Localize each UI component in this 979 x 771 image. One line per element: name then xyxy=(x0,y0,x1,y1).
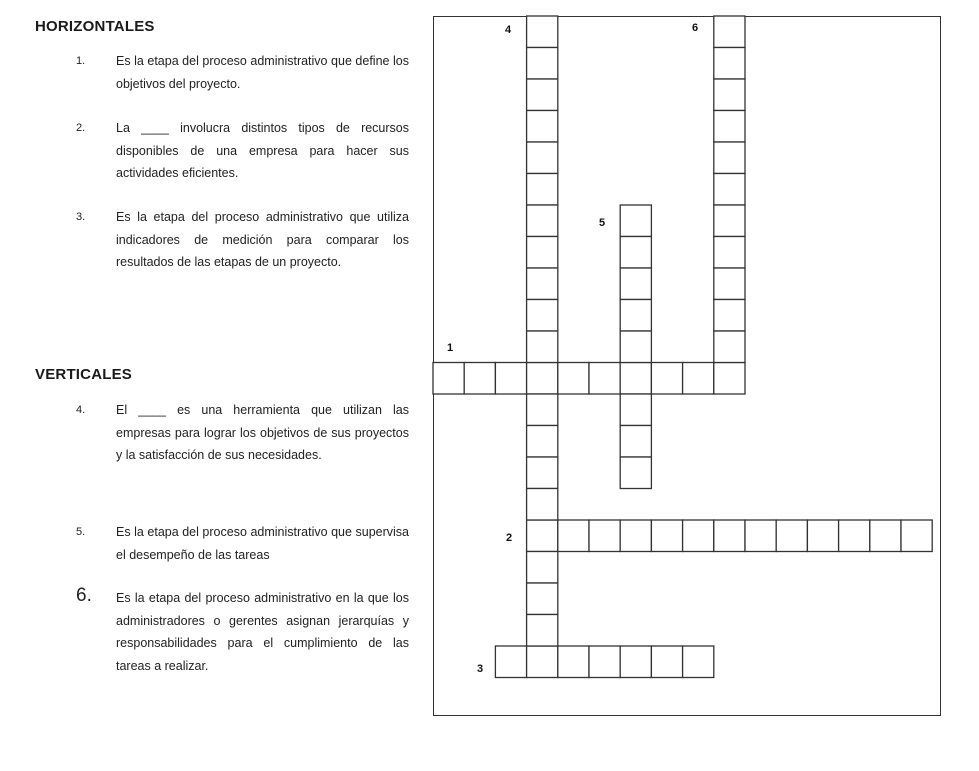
crossword-cell[interactable] xyxy=(527,331,558,363)
crossword-cell[interactable] xyxy=(527,615,558,647)
crossword-cell[interactable] xyxy=(683,520,714,552)
verticales-heading: VERTICALES xyxy=(35,366,133,383)
crossword-cell[interactable] xyxy=(527,268,558,300)
word-number-4: 4 xyxy=(505,24,512,36)
clue-vertical-5 xyxy=(76,521,409,566)
crossword-cell[interactable] xyxy=(589,520,620,552)
clue-number: 6. xyxy=(76,585,92,606)
crossword-cell[interactable] xyxy=(589,363,620,395)
crossword-cell[interactable] xyxy=(714,142,745,174)
crossword-cell[interactable] xyxy=(870,520,901,552)
crossword-cell[interactable] xyxy=(558,646,589,678)
crossword-cell[interactable] xyxy=(620,457,651,489)
crossword-cell[interactable] xyxy=(651,520,682,552)
crossword-cell[interactable] xyxy=(683,646,714,678)
crossword-cell[interactable] xyxy=(527,300,558,332)
crossword-cell[interactable] xyxy=(683,363,714,395)
crossword-cell[interactable] xyxy=(620,363,651,395)
crossword-cell[interactable] xyxy=(527,237,558,269)
crossword-cell[interactable] xyxy=(495,363,526,395)
crossword-cell[interactable] xyxy=(651,646,682,678)
crossword-cell[interactable] xyxy=(620,520,651,552)
crossword-cell[interactable] xyxy=(620,646,651,678)
clue-number: 4. xyxy=(76,404,86,416)
clue-horizontal-1 xyxy=(76,50,409,95)
crossword-cell[interactable] xyxy=(589,646,620,678)
crossword-cell[interactable] xyxy=(527,363,558,395)
crossword-cell[interactable] xyxy=(620,268,651,300)
crossword-cell[interactable] xyxy=(527,142,558,174)
clue-text: Es la etapa del proceso administrativo que utiliza indicadores de medición para comparar los resultados de las etapas de un proyecto. xyxy=(116,210,409,269)
clue-number: 3. xyxy=(76,211,86,223)
crossword-cell[interactable] xyxy=(495,646,526,678)
clue-number: 2. xyxy=(76,122,86,134)
clue-text: Es la etapa del proceso administrativo que define los objetivos del proyecto. xyxy=(116,54,409,91)
word-number-2: 2 xyxy=(506,532,513,544)
crossword-cell[interactable] xyxy=(527,79,558,111)
crossword-cell[interactable] xyxy=(714,16,745,48)
crossword-cell[interactable] xyxy=(901,520,932,552)
crossword-cell[interactable] xyxy=(651,363,682,395)
word-number-3: 3 xyxy=(477,663,484,675)
crossword-cell[interactable] xyxy=(527,520,558,552)
clue-text: Es la etapa del proceso administrativo que supervisa el desempeño de las tareas xyxy=(116,525,409,562)
crossword-cell[interactable] xyxy=(527,111,558,143)
crossword-cell[interactable] xyxy=(558,520,589,552)
crossword-cell[interactable] xyxy=(527,205,558,237)
crossword-cell[interactable] xyxy=(527,583,558,615)
clue-number: 1. xyxy=(76,55,86,67)
crossword-cell[interactable] xyxy=(558,363,589,395)
crossword-cell[interactable] xyxy=(839,520,870,552)
crossword-cell[interactable] xyxy=(527,646,558,678)
word-number-6: 6 xyxy=(692,22,699,34)
crossword-cell[interactable] xyxy=(620,237,651,269)
crossword-cell[interactable] xyxy=(714,331,745,363)
crossword-cell[interactable] xyxy=(527,174,558,206)
crossword-cell[interactable] xyxy=(433,363,464,395)
clue-number: 5. xyxy=(76,526,86,538)
crossword-cell[interactable] xyxy=(714,48,745,80)
word-number-5: 5 xyxy=(599,217,606,229)
crossword-cell[interactable] xyxy=(714,268,745,300)
crossword-cell[interactable] xyxy=(527,16,558,48)
crossword-cell[interactable] xyxy=(714,111,745,143)
clue-vertical-6 xyxy=(76,587,409,677)
crossword-cell[interactable] xyxy=(714,174,745,206)
crossword-cell[interactable] xyxy=(527,426,558,458)
crossword-cell[interactable] xyxy=(620,331,651,363)
crossword-cell[interactable] xyxy=(527,552,558,584)
clue-vertical-4 xyxy=(76,399,409,467)
crossword-cell[interactable] xyxy=(714,79,745,111)
crossword-cell[interactable] xyxy=(620,300,651,332)
clue-horizontal-3 xyxy=(76,206,409,274)
word-number-1: 1 xyxy=(447,342,454,354)
crossword-cell[interactable] xyxy=(527,489,558,521)
crossword-cell[interactable] xyxy=(620,426,651,458)
clue-text: El ____ es una herramienta que utilizan las empresas para lograr los objetivos de sus proyectos y la satisfacción de sus necesidades. xyxy=(116,403,409,462)
crossword-cell[interactable] xyxy=(714,237,745,269)
crossword-cell[interactable] xyxy=(620,205,651,237)
crossword-cell[interactable] xyxy=(527,394,558,426)
crossword-cell[interactable] xyxy=(714,520,745,552)
crossword-cell[interactable] xyxy=(776,520,807,552)
horizontales-heading: HORIZONTALES xyxy=(35,18,155,35)
clue-text: La ____ involucra distintos tipos de recursos disponibles de una empresa para hacer sus actividades eficientes. xyxy=(116,121,409,180)
clue-horizontal-2 xyxy=(76,117,409,185)
crossword-cell[interactable] xyxy=(464,363,495,395)
crossword-cell[interactable] xyxy=(714,300,745,332)
clue-text: Es la etapa del proceso administrativo en la que los administradores o gerentes asignan jerarquías y responsabilidades para el cumplimiento de las tareas a realizar. xyxy=(116,591,409,673)
crossword-cell[interactable] xyxy=(620,394,651,426)
crossword-cell[interactable] xyxy=(527,48,558,80)
crossword-cell[interactable] xyxy=(745,520,776,552)
crossword-cell[interactable] xyxy=(527,457,558,489)
crossword-cell[interactable] xyxy=(807,520,838,552)
crossword-cell[interactable] xyxy=(714,205,745,237)
crossword-cell[interactable] xyxy=(714,363,745,395)
